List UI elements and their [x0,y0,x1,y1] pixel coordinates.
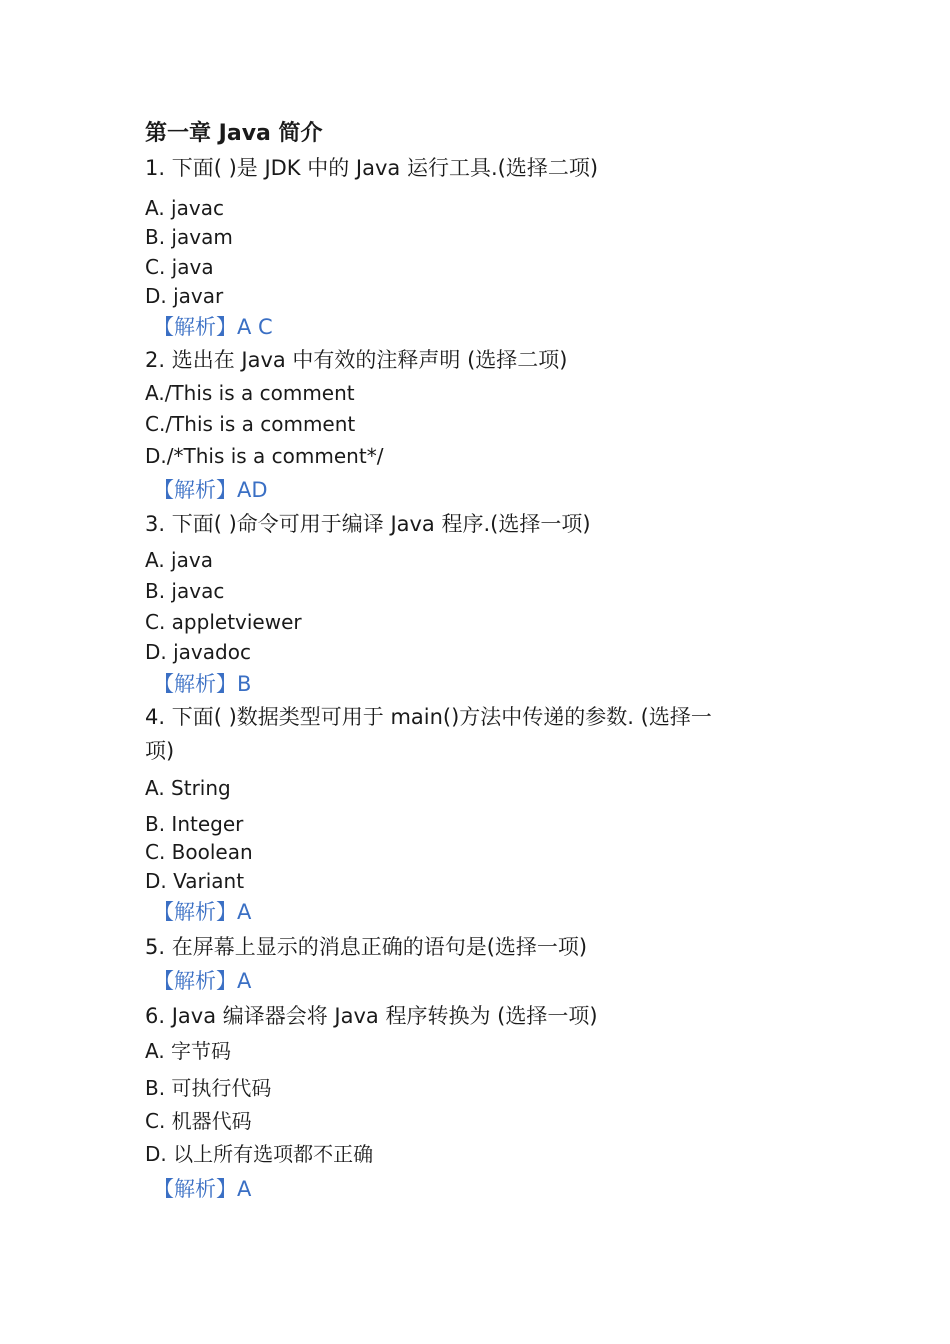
question-text: 1. 下面( )是 JDK 中的 Java 运行工具.(选择二项) [145,156,599,180]
answer: 【解析】B [153,672,252,696]
option: A. javac [145,196,224,220]
question-text: 6. Java 编译器会将 Java 程序转换为 (选择一项) [145,1004,598,1028]
answer: 【解析】A [153,900,252,924]
option: C. 机器代码 [145,1109,252,1133]
option: B. Integer [145,812,244,836]
answer: 【解析】A [153,969,252,993]
answer: 【解析】A [153,1177,252,1201]
question-text: 5. 在屏幕上显示的消息正确的语句是(选择一项) [145,935,588,959]
option: D. javadoc [145,640,251,664]
option: A./This is a comment [145,381,355,405]
question-text-continued: 项) [145,739,175,763]
option: D./*This is a comment*/ [145,444,384,468]
question-text: 2. 选出在 Java 中有效的注释声明 (选择二项) [145,348,568,372]
option: B. javac [145,579,225,603]
option: B. 可执行代码 [145,1076,272,1100]
answer: 【解析】AD [153,478,268,502]
option: A. String [145,776,231,800]
answer: 【解析】A C [153,315,273,339]
option: A. java [145,548,213,572]
option: B. javam [145,225,233,249]
option: A. 字节码 [145,1039,232,1063]
option: C. java [145,255,214,279]
chapter-title: 第一章 Java 简介 [145,121,323,146]
option: C. appletviewer [145,610,302,634]
question-text: 4. 下面( )数据类型可用于 main()方法中传递的参数. (选择一 [145,705,712,729]
option: C./This is a comment [145,412,356,436]
option: D. 以上所有选项都不正确 [145,1142,374,1166]
option: D. Variant [145,869,245,893]
option: D. javar [145,284,224,308]
option: C. Boolean [145,840,253,864]
question-text: 3. 下面( )命令可用于编译 Java 程序.(选择一项) [145,512,591,536]
